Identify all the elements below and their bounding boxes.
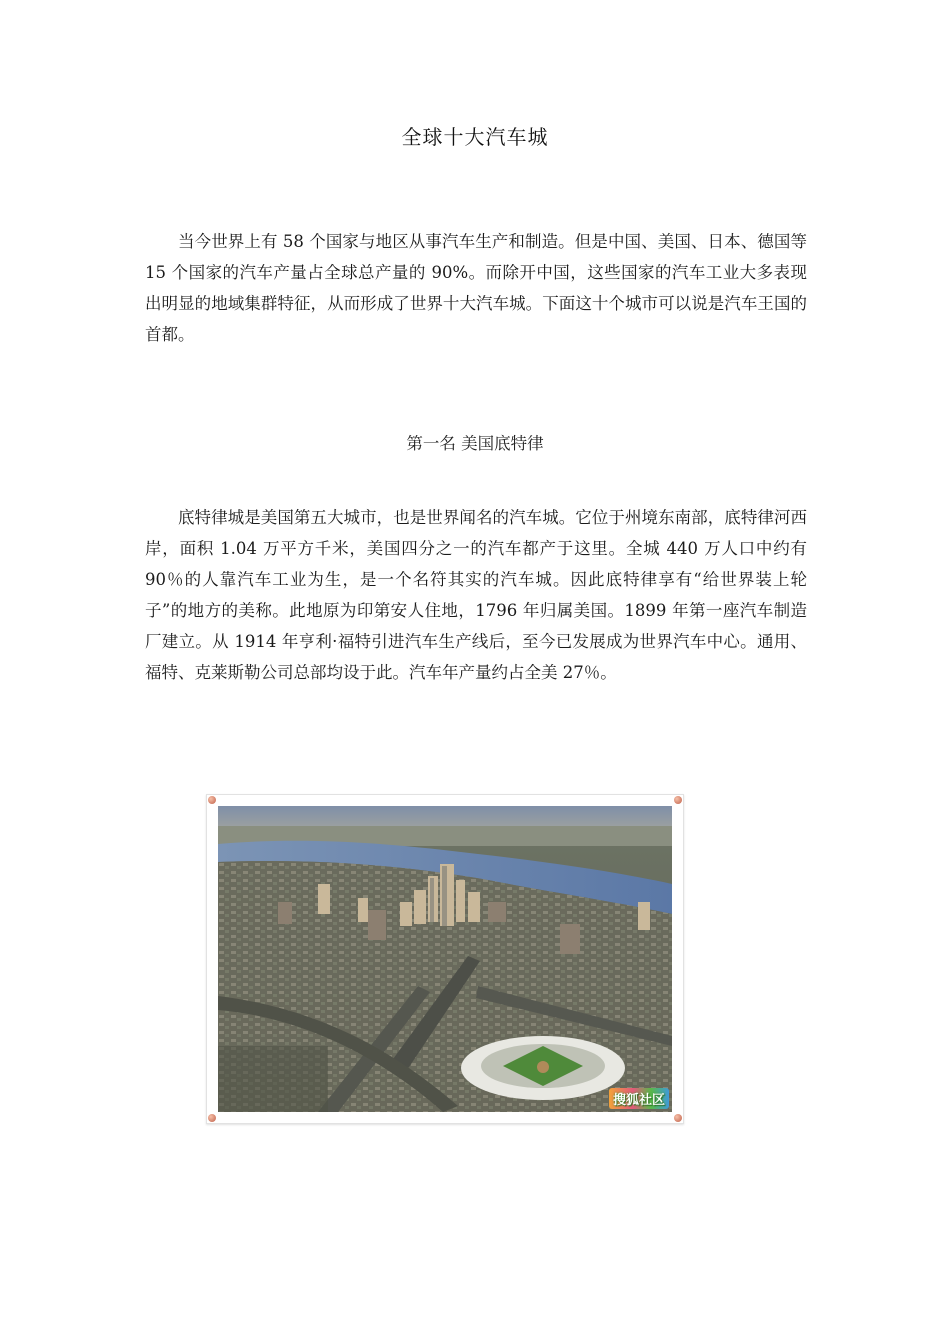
- pin-icon: [674, 796, 682, 804]
- watermark-logo: 搜狐社区: [609, 1088, 669, 1109]
- intro-paragraph: 当今世界上有 58 个国家与地区从事汽车生产和制造。但是中国、美国、日本、德国等 15 个国家的汽车产量占全球总产量的 90%。而除开中国，这些国家的汽车工业大多表现出明显的地域集群特征，从而形成了世界十大汽车城。下面这十个城市可以说是汽车王国的首都。: [145, 232, 807, 344]
- detroit-photo-frame: [206, 794, 684, 1124]
- section-heading-detroit: 第一名 美国底特律: [406, 434, 544, 453]
- document-title: 全球十大汽车城: [401, 125, 549, 149]
- detroit-paragraph: 底特律城是美国第五大城市，也是世界闻名的汽车城。它位于州境东南部，底特律河西岸，面积 1.04 万平方千米，美国四分之一的汽车都产于这里。全城 440 万人口中约有 90％的人靠汽车工业为生，是一个名符其实的汽车城。因此底特律享有“给世界装上轮子”的地方的美称。此地原为印第安人住地，1796 年归属美国。1899 年第一座汽车制造厂建立。从 1914 年亨利·福特引进汽车生产线后，至今已发展成为世界汽车中心。通用、福特、克莱斯勒公司总部均设于此。汽车年产量约占全美 27％。: [145, 508, 807, 682]
- pin-icon: [208, 1114, 216, 1122]
- pin-icon: [208, 796, 216, 804]
- pin-icon: [674, 1114, 682, 1122]
- detroit-aerial-photo: [218, 806, 672, 1112]
